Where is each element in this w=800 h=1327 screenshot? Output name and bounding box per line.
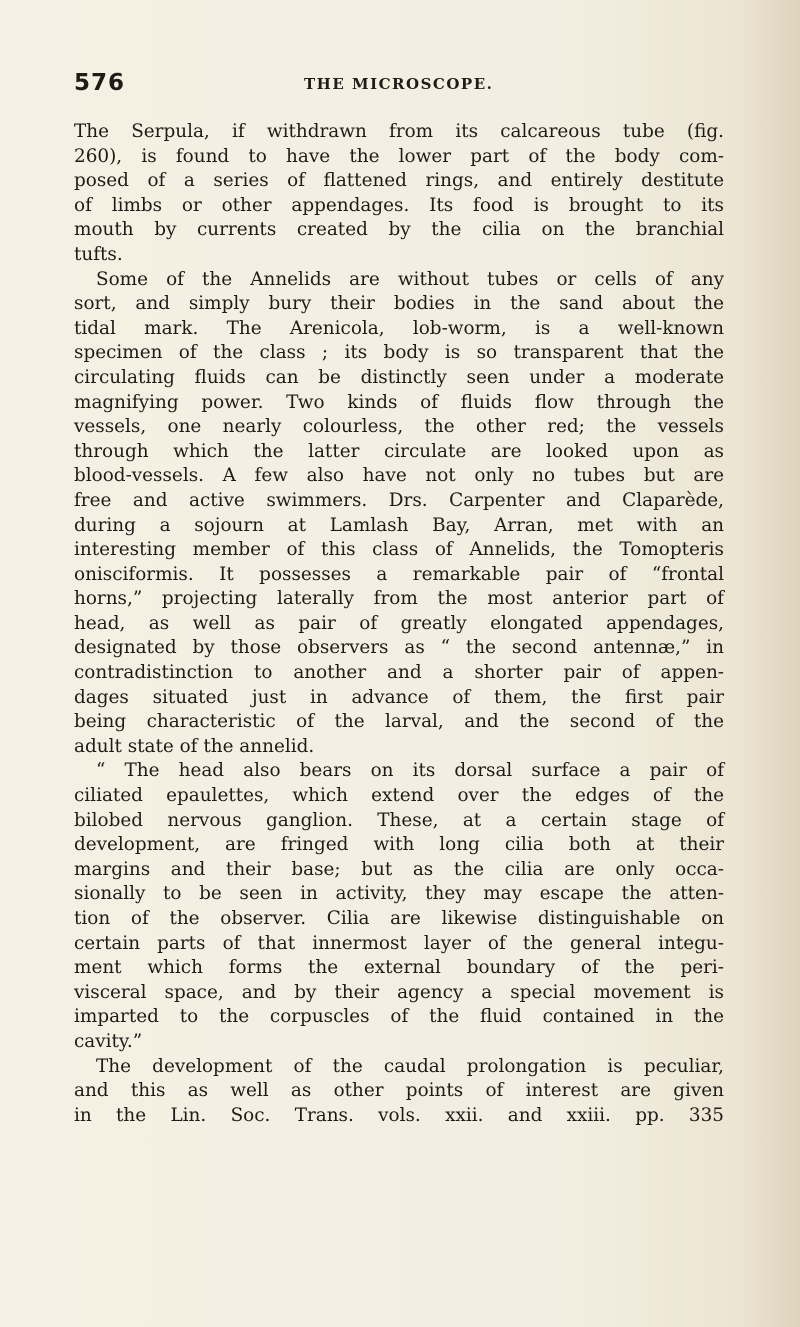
- text-line: “ The head also bears on its dorsal surface a pair of: [96, 760, 724, 782]
- text-line: through which the latter circulate are looked upon as: [74, 440, 724, 462]
- text-line: blood-vessels. A few also have not only no tubes but are: [74, 465, 724, 487]
- text-line: magnifying power. Two kinds of fluids flow through the: [74, 391, 724, 413]
- text-line: specimen of the class ; its body is so transparent that the: [74, 342, 724, 364]
- text-line: The development of the caudal prolongation is peculiar,: [96, 1055, 724, 1077]
- text-line: certain parts of that innermost layer of the general integu-: [74, 932, 724, 954]
- text-line: horns,” projecting laterally from the most anterior part of: [74, 588, 724, 610]
- text-line: The Serpula, if withdrawn from its calcareous tube (fig.: [74, 121, 724, 142]
- text-line: mouth by currents created by the cilia on the branchial: [74, 219, 724, 241]
- text-line: tufts.: [74, 243, 123, 265]
- text-line: contradistinction to another and a shorter pair of appen-: [74, 662, 724, 684]
- text-line: adult state of the annelid.: [74, 735, 315, 757]
- text-line: and this as well as other points of interest are given: [74, 1080, 724, 1102]
- text-line: development, are fringed with long cilia both at their: [74, 834, 724, 856]
- running-title: THE MICROSCOPE.: [304, 75, 494, 93]
- page-number: 576: [74, 70, 126, 96]
- text-line: tidal mark. The Arenicola, lob-worm, is a well-known: [74, 317, 724, 339]
- text-line: of limbs or other appendages. Its food is brought to its: [74, 194, 724, 216]
- text-line: cavity.”: [74, 1030, 143, 1052]
- text-line: sort, and simply bury their bodies in the sand about the: [74, 293, 724, 315]
- text-line: dages situated just in advance of them, the first pair: [74, 686, 724, 708]
- text-line: onisciformis. It possesses a remarkable pair of “frontal: [74, 563, 724, 585]
- text-line: bilobed nervous ganglion. These, at a certain stage of: [74, 809, 724, 831]
- text-line: interesting member of this class of Annelids, the Tomopteris: [74, 539, 724, 561]
- text-line: designated by those observers as “ the second antennæ,” in: [74, 637, 724, 659]
- text-line: being characteristic of the larval, and the second of the: [74, 711, 724, 733]
- text-line: vessels, one nearly colourless, the other red; the vessels: [74, 416, 724, 438]
- text-line: posed of a series of flattened rings, and entirely destitute: [74, 170, 724, 192]
- text-line: free and active swimmers. Drs. Carpenter and Claparède,: [74, 489, 724, 511]
- text-line: Some of the Annelids are without tubes or cells of any: [96, 268, 724, 290]
- text-line: visceral space, and by their agency a special movement is: [74, 981, 724, 1003]
- text-line: sionally to be seen in activity, they may escape the atten-: [74, 883, 724, 905]
- text-line: circulating fluids can be distinctly seen under a moderate: [74, 366, 724, 388]
- text-line: ciliated epaulettes, which extend over the edges of the: [74, 785, 724, 807]
- text-line: during a sojourn at Lamlash Bay, Arran, met with an: [74, 514, 724, 536]
- running-head: [74, 70, 724, 100]
- text-line: 260), is found to have the lower part of the body com-: [74, 145, 724, 167]
- text-line: imparted to the corpuscles of the fluid contained in the: [74, 1006, 724, 1028]
- text-line: head, as well as pair of greatly elongated appendages,: [74, 612, 724, 634]
- text-line: ment which forms the external boundary of the peri-: [74, 957, 724, 979]
- text-line: in the Lin. Soc. Trans. vols. xxii. and xxiii. pp. 335: [74, 1104, 724, 1126]
- body-text: [74, 120, 724, 1128]
- text-line: margins and their base; but as the cilia are only occa-: [74, 858, 724, 880]
- text-line: tion of the observer. Cilia are likewise distinguishable on: [74, 908, 724, 929]
